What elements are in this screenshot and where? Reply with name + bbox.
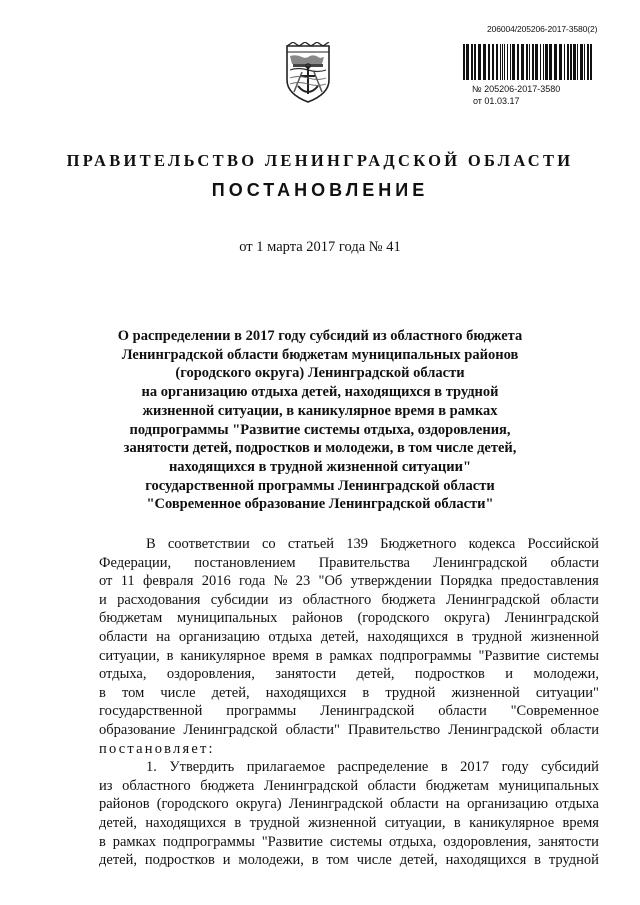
body-word: ситуации" — [535, 684, 599, 701]
body-word: областного — [122, 777, 191, 794]
body-word: числе — [356, 852, 392, 869]
body-word: областного — [302, 591, 372, 608]
barcode-bar — [521, 44, 524, 80]
body-line — [99, 740, 599, 759]
barcode-bar — [466, 44, 469, 80]
heading-line: О распределении в 2017 году субсидий из областного бюджета — [117, 328, 523, 344]
body-line — [99, 609, 599, 628]
body-word: находящихся — [265, 684, 347, 701]
heading-line: государственной программы Ленинградской области — [145, 477, 495, 494]
body-word: утверждении — [350, 573, 432, 590]
heading-line: Ленинградской области бюджетам муниципальных районов — [121, 346, 519, 363]
body-word: том — [326, 852, 349, 869]
barcode-bar — [529, 44, 530, 80]
body-word: в — [311, 852, 319, 869]
body-word: области — [390, 796, 439, 813]
body-line — [99, 721, 599, 740]
body-word: (городского — [156, 796, 229, 813]
body-word: на — [445, 796, 460, 813]
resolution-heading — [60, 327, 580, 514]
barcode-bar — [587, 44, 589, 80]
body-word: подростков — [144, 852, 215, 869]
body-word: Федерации, — [99, 554, 172, 571]
body-word: оздоровления, — [443, 833, 532, 850]
body-word: подпрограммы — [162, 833, 255, 850]
body-word: организацию — [178, 628, 260, 645]
body-word: февраля — [143, 573, 194, 590]
body-word: муниципальных — [498, 777, 599, 794]
body-word: 2016 — [201, 573, 231, 590]
body-line — [99, 702, 599, 721]
barcode-bar — [559, 44, 562, 80]
body-word: из — [99, 777, 113, 794]
body-word: находящихся — [145, 814, 227, 831]
body-word: программы — [226, 703, 297, 720]
body-word: Ленинградской — [445, 591, 541, 608]
registration-number: № 205206-2017-3580 — [472, 84, 561, 94]
body-word: в — [234, 814, 242, 831]
body-word: Ленинградской — [288, 796, 383, 813]
body-word: в — [453, 814, 461, 831]
body-line — [99, 684, 599, 703]
body-word: (городского — [357, 610, 430, 627]
body-word: отдыха, — [99, 666, 147, 683]
body-word: области" — [285, 721, 340, 738]
body-word: и — [222, 852, 231, 869]
barcode-bar — [535, 44, 538, 80]
body-line — [99, 814, 599, 833]
body-line — [99, 758, 599, 777]
body-word: трудной — [249, 814, 300, 831]
body-word: в — [362, 684, 370, 701]
body-word: и — [505, 666, 514, 683]
barcode-bar — [540, 44, 541, 80]
body-word: детей, — [211, 684, 250, 701]
body-word: Порядка — [440, 573, 493, 590]
heading-line: (городского округа) Ленинградской области — [175, 365, 465, 382]
body-word: жизненной — [308, 814, 377, 831]
body-word: трудной — [385, 684, 436, 701]
body-word: 23 — [295, 573, 311, 590]
body-word: том — [121, 684, 145, 701]
barcode-bar — [502, 44, 503, 80]
barcode-bar — [500, 44, 501, 80]
body-word: № — [273, 573, 288, 590]
body-word: ситуации, — [99, 647, 160, 664]
body-word: Бюджетного — [380, 536, 457, 552]
body-word: образование — [99, 721, 176, 738]
body-word: со — [261, 536, 276, 552]
body-word: системы — [546, 647, 599, 664]
body-word: Ленинградской — [433, 554, 528, 571]
body-word: жизненной — [451, 684, 520, 701]
body-word: "Об — [318, 573, 343, 590]
body-word: из — [278, 591, 293, 608]
barcode-bar — [463, 44, 465, 80]
body-word: округа) — [235, 796, 282, 813]
body-word: рамках — [329, 647, 373, 664]
body-word: прилагаемое — [246, 759, 326, 776]
body-word: районов — [292, 610, 343, 627]
body-word: подпрограммы — [379, 647, 472, 664]
body-line — [99, 572, 599, 591]
body-word: 1. — [146, 759, 157, 776]
body-word: бюджетам — [425, 777, 489, 794]
barcode-bar — [573, 44, 576, 80]
body-word: занятости — [275, 666, 337, 683]
barcode-bar — [526, 44, 528, 80]
body-word: и — [99, 591, 107, 608]
body-word: на — [156, 628, 171, 645]
body-word: Ленинградской — [263, 777, 359, 794]
body-word: районов — [99, 796, 150, 813]
body-word: рамках — [112, 833, 157, 850]
body-word: постановляет: — [99, 740, 215, 757]
barcode-bar — [580, 44, 583, 80]
body-word: Ленинградской — [504, 610, 599, 627]
body-line — [99, 628, 599, 647]
body-word: бюджетам — [99, 610, 163, 627]
body-word: детей, — [99, 814, 137, 831]
body-word: каникулярное — [180, 647, 266, 664]
body-word: в — [315, 647, 323, 664]
body-word: области — [438, 703, 487, 720]
body-word: Российской — [527, 536, 599, 552]
barcode-icon — [462, 44, 594, 80]
barcode-bar — [543, 44, 544, 80]
body-word: "Современное — [510, 703, 599, 720]
body-word: В — [146, 536, 156, 552]
body-word: числе — [160, 684, 196, 701]
body-word: статьей — [287, 536, 335, 552]
barcode-bar — [567, 44, 569, 80]
coat-of-arms-icon — [284, 42, 332, 104]
barcode-bar — [584, 44, 585, 80]
body-word: в — [456, 628, 464, 645]
body-word: субсидии — [210, 591, 269, 608]
body-word: в — [99, 833, 106, 850]
barcode-bar — [549, 44, 552, 80]
body-line — [99, 833, 599, 852]
barcode-bar — [478, 44, 481, 80]
body-word: детей, — [399, 852, 438, 869]
body-word: области — [550, 721, 599, 738]
barcode-bar — [590, 44, 592, 80]
body-word: в — [534, 852, 541, 869]
body-word: расходования — [117, 591, 201, 608]
body-word: отдыха — [268, 628, 313, 645]
body-word: системы — [329, 833, 383, 850]
body-word: постановлением — [194, 554, 296, 571]
heading-line: находящихся в трудной жизненной ситуации" — [168, 458, 472, 475]
heading-line: занятости детей, подростков и молодежи, в том числе детей, — [123, 440, 517, 457]
body-word: Ленинградской — [320, 703, 415, 720]
government-title: ПРАВИТЕЛЬСТВО ЛЕНИНГРАДСКОЙ ОБЛАСТИ — [66, 151, 574, 170]
barcode-bar — [545, 44, 548, 80]
body-word: 139 — [346, 536, 368, 552]
body-word: "Развитие — [478, 647, 540, 664]
barcode-bar — [471, 44, 473, 80]
body-word: жизненной — [530, 628, 599, 645]
body-word: отдыха — [555, 796, 599, 813]
body-word: субсидий — [541, 759, 599, 776]
body-line — [99, 647, 599, 666]
barcode-bar — [570, 44, 572, 80]
registration-date: от 01.03.17 — [473, 96, 520, 106]
heading-line: на организацию отдыха детей, находящихся в трудной — [141, 384, 499, 401]
document-date: от 1 марта 2017 года № 41 — [239, 239, 401, 255]
body-word: области — [550, 554, 599, 571]
body-word: время — [562, 814, 599, 831]
body-word: в — [440, 759, 448, 776]
resolution-body — [99, 535, 599, 870]
body-word: соответствии — [167, 536, 250, 552]
heading-line: "Современное образование Ленинградской области" — [146, 496, 494, 513]
heading-line: жизненной ситуации, в каникулярное время в рамках — [142, 402, 498, 419]
body-word: от — [99, 573, 113, 590]
body-word: в — [166, 647, 174, 664]
body-word: находящихся — [367, 628, 449, 645]
barcode-bar — [577, 44, 578, 80]
body-word: распределение — [337, 759, 429, 776]
body-word: детей, — [320, 628, 359, 645]
barcode-bar — [483, 44, 486, 80]
barcode-bar — [492, 44, 494, 80]
body-word: муниципальных — [177, 610, 278, 627]
body-word: молодежи, — [533, 666, 599, 683]
body-word: государственной — [99, 703, 203, 720]
body-word: детей, — [99, 852, 137, 869]
body-word: округа) — [444, 610, 490, 627]
barcode-bar — [488, 44, 490, 80]
barcode-bar — [554, 44, 557, 80]
body-word: каникулярное — [469, 814, 555, 831]
body-word: Правительства — [318, 554, 410, 571]
body-word: Ленинградской — [183, 721, 278, 738]
barcode-bar — [474, 44, 476, 80]
body-word: Утвердить — [169, 759, 235, 776]
barcode-bar — [496, 44, 498, 80]
body-word: оздоровления, — [166, 666, 255, 683]
document-type: ПОСТАНОВЛЕНИЕ — [211, 180, 429, 200]
body-word: предоставления — [500, 573, 599, 590]
body-word: детей, — [356, 666, 395, 683]
barcode-bar — [517, 44, 519, 80]
body-word: кодекса — [468, 536, 516, 552]
body-word: бюджета — [381, 591, 436, 608]
body-word: году — [501, 759, 529, 776]
body-word: года — [239, 573, 266, 590]
body-word: Правительство — [348, 721, 441, 738]
body-line — [99, 777, 599, 796]
body-word: трудной — [472, 628, 523, 645]
body-word: отдыха, — [388, 833, 437, 850]
barcode-bar — [510, 44, 511, 80]
body-word: бюджета — [200, 777, 255, 794]
barcode-bar — [507, 44, 508, 80]
body-word: время — [272, 647, 309, 664]
body-line — [99, 851, 599, 870]
reference-number: 206004/205206-2017-3580(2) — [487, 24, 598, 34]
body-line — [99, 535, 599, 554]
heading-line: подпрограммы "Развитие системы отдыха, оздоровления, — [129, 421, 511, 438]
body-line — [99, 665, 599, 684]
body-word: молодежи, — [238, 852, 304, 869]
body-word: Ленинградской — [448, 721, 543, 738]
body-line — [99, 795, 599, 814]
body-word: области — [367, 777, 417, 794]
body-word: в — [99, 684, 106, 701]
body-word: 2017 — [460, 759, 490, 776]
barcode-bar — [504, 44, 505, 80]
body-word: трудной — [548, 852, 599, 869]
body-line — [99, 591, 599, 610]
body-word: области — [550, 591, 599, 608]
barcode-bar — [532, 44, 534, 80]
body-line — [99, 554, 599, 573]
body-word: организацию — [467, 796, 549, 813]
body-word: ситуации, — [384, 814, 446, 831]
barcode-bar — [564, 44, 565, 80]
body-word: занятости — [538, 833, 599, 850]
body-word: находящихся — [445, 852, 527, 869]
body-word: 11 — [120, 573, 135, 590]
body-word: "Развитие — [261, 833, 323, 850]
body-word: области — [99, 628, 148, 645]
body-word: подростков — [414, 666, 485, 683]
barcode-bar — [512, 44, 515, 80]
